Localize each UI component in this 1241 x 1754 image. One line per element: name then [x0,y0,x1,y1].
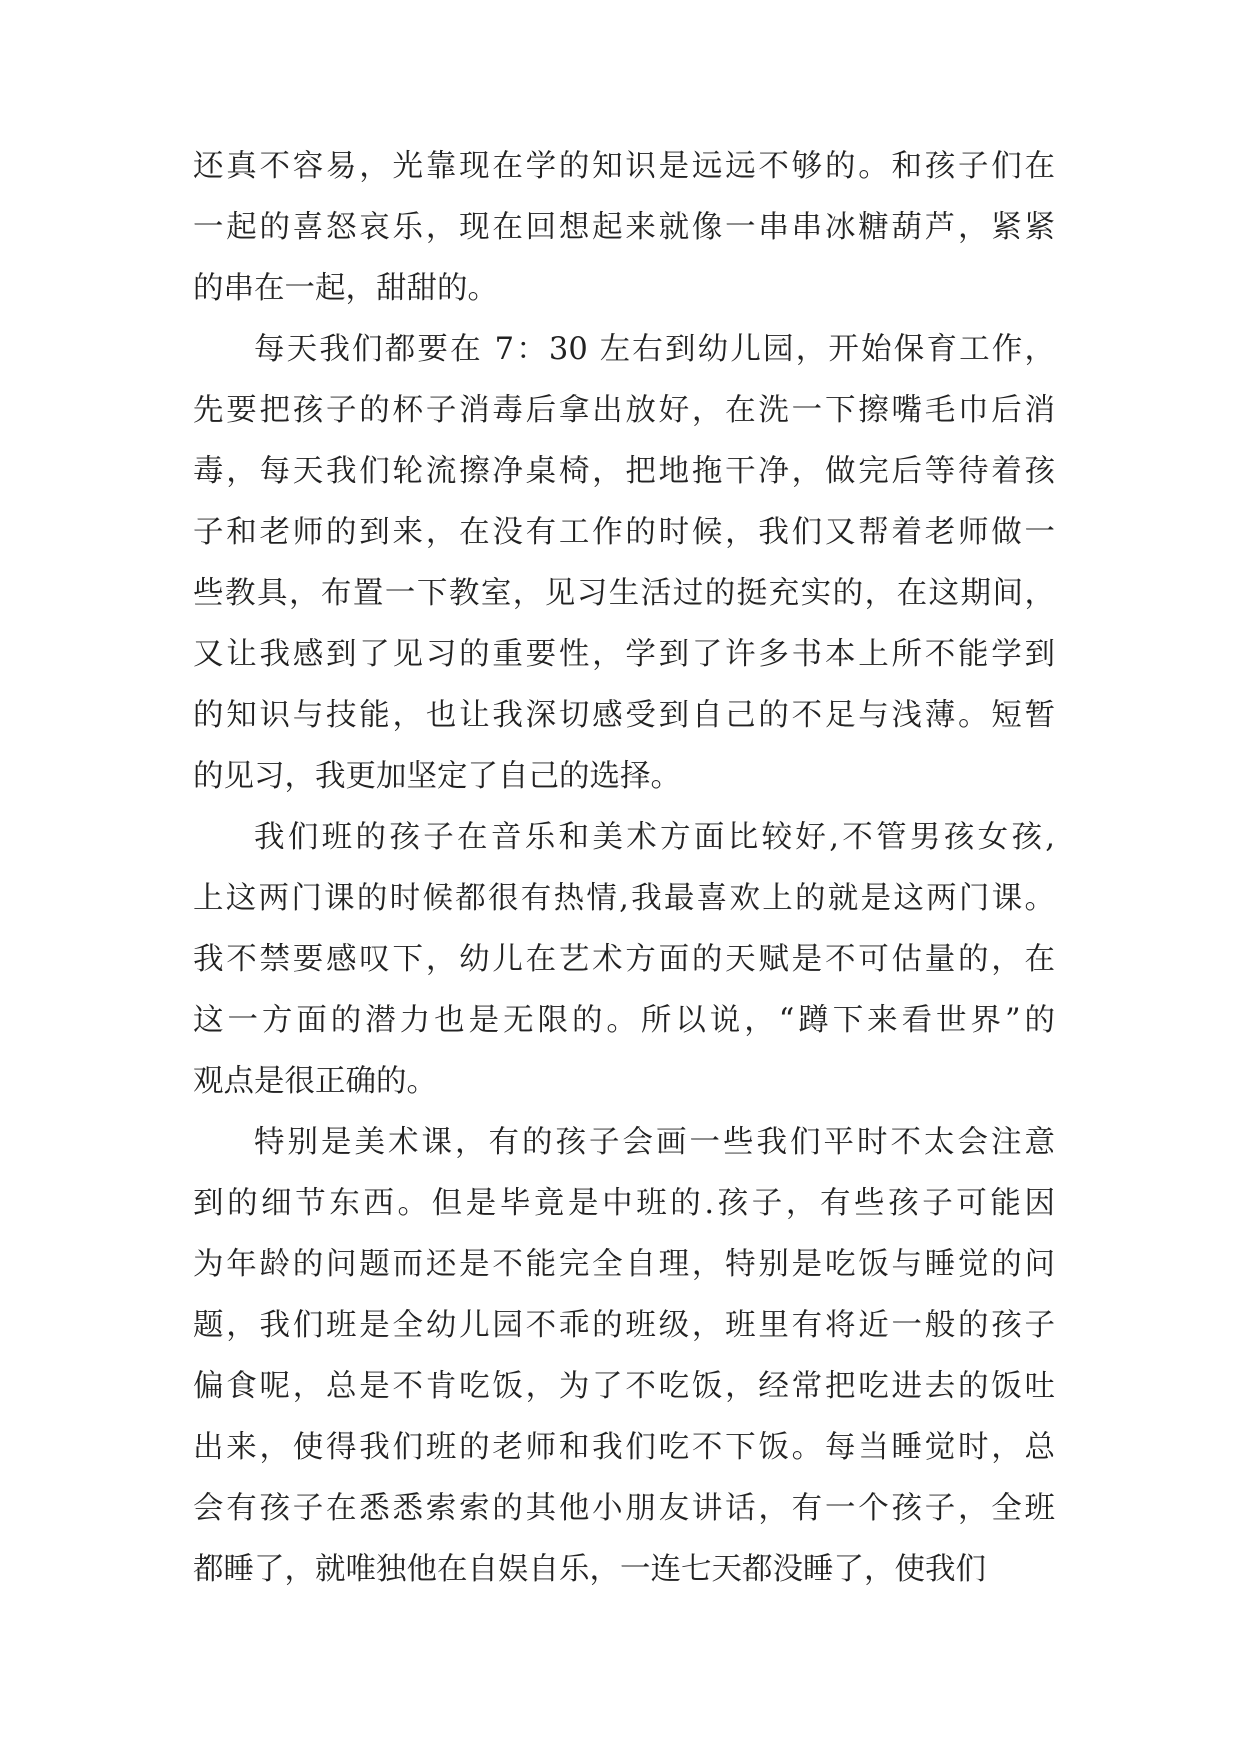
text-line: 特别是美术课，有的孩子会画一些我们平时不太会注意 [254,1125,1055,1160]
text-line: 些教具，布置一下教室，见习生活过的挺充实的，在这期间， [193,576,1055,611]
text-line: 出来，使得我们班的老师和我们吃不下饭。每当睡觉时，总 [193,1430,1055,1465]
text-line: 观点是很正确的。 [193,1064,437,1099]
text-line: 子和老师的到来，在没有工作的时候，我们又帮着老师做一 [193,515,1055,550]
text-line: 会有孩子在悉悉索索的其他小朋友讲话，有一个孩子，全班 [193,1491,1055,1526]
text-line: 上这两门课的时候都很有热情,我最喜欢上的就是这两门课。 [193,881,1055,916]
text-line: 一起的喜怒哀乐，现在回想起来就像一串串冰糖葫芦，紧紧 [193,210,1055,245]
text-line: 的串在一起，甜甜的。 [193,271,498,306]
text-line: 的知识与技能，也让我深切感受到自己的不足与浅薄。短暂 [193,698,1055,733]
paragraph [193,1112,1055,1600]
paragraph [193,807,1055,1112]
document-body [193,136,1055,1600]
text-line: 又让我感到了见习的重要性，学到了许多书本上所不能学到 [193,637,1055,672]
text-line: 到的细节东西。但是毕竟是中班的.孩子，有些孩子可能因 [193,1186,1055,1221]
text-line: 我不禁要感叹下，幼儿在艺术方面的天赋是不可估量的，在 [193,942,1055,977]
text-line: 为年龄的问题而还是不能完全自理，特别是吃饭与睡觉的问 [193,1247,1055,1282]
text-line: 偏食呢，总是不肯吃饭，为了不吃饭，经常把吃进去的饭吐 [193,1369,1055,1404]
text-line: 这一方面的潜力也是无限的。所以说，“蹲下来看世界”的 [193,1003,1055,1038]
text-line: 都睡了，就唯独他在自娱自乐，一连七天都没睡了，使我们 [193,1552,986,1587]
text-line: 先要把孩子的杯子消毒后拿出放好，在洗一下擦嘴毛巾后消 [193,393,1055,428]
text-line: 的见习，我更加坚定了自己的选择。 [193,759,681,794]
text-line: 每天我们都要在 7：30 左右到幼儿园，开始保育工作， [254,332,1055,367]
text-line: 我们班的孩子在音乐和美术方面比较好,不管男孩女孩, [254,820,1055,855]
text-line: 题，我们班是全幼儿园不乖的班级，班里有将近一般的孩子 [193,1308,1055,1343]
text-line: 毒，每天我们轮流擦净桌椅，把地拖干净，做完后等待着孩 [193,454,1055,489]
paragraph [193,319,1055,807]
paragraph [193,136,1055,319]
text-line: 还真不容易，光靠现在学的知识是远远不够的。和孩子们在 [193,149,1055,184]
